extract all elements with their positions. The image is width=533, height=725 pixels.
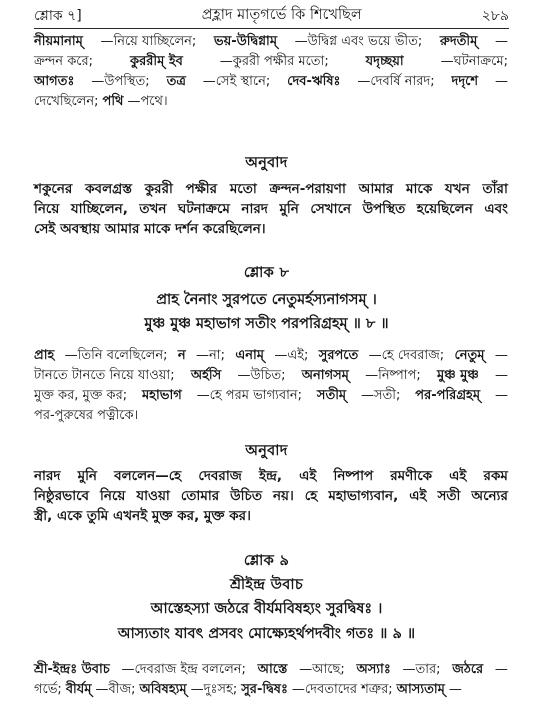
- translation-line: [34, 466, 508, 486]
- translation-line: স্ত্রী, একে তুমি এখনই মুক্ত কর, মুক্ত কর।: [34, 508, 251, 524]
- word: তোমার: [180, 488, 220, 504]
- word: রমণীকে: [390, 468, 433, 484]
- verse-8-line-2: মুঞ্চ মুঞ্চ মহাভাগ সতীং পরপরিগ্রহম্ ॥ ৮ ॥: [144, 316, 389, 332]
- meaning: —দেবরাজ ইন্দ্র বললেন;: [121, 662, 246, 677]
- sanskrit-term: পথি: [102, 94, 124, 109]
- synonym-line: [34, 92, 508, 112]
- meaning: —হে পরম ভাগ্যবান;: [196, 388, 303, 403]
- sanskrit-term: নেতুম্: [454, 348, 485, 363]
- word: ক্রন্দন-পরায়ণা: [269, 181, 346, 197]
- synonyms-verse-9: [34, 660, 508, 700]
- verse-8-heading: শ্লোক ৮: [243, 265, 290, 281]
- meaning: —উচিত;: [237, 368, 286, 383]
- meaning: —ঘটনাক্রমে;: [440, 54, 508, 69]
- translation-line: [34, 179, 508, 199]
- synonym-line: [34, 660, 508, 680]
- word: যাচ্ছিলেন,: [70, 201, 128, 217]
- sanskrit-term: শ্রী-ইন্দ্রঃ উবাচ: [34, 662, 110, 677]
- sanskrit-term: আস্তে: [257, 662, 288, 677]
- word: দেবরাজ: [198, 468, 242, 484]
- sanskrit-term: রুদতীম্: [439, 34, 478, 49]
- sanskrit-term: আস্যতাম্: [396, 682, 445, 697]
- sanskrit-term: ভয়-উদ্বিগ্নাম্: [213, 34, 278, 49]
- meaning: —: [494, 74, 508, 89]
- sanskrit-term: বীর্যম্: [65, 682, 92, 697]
- word: এবং: [484, 201, 508, 217]
- meaning: —: [494, 348, 508, 363]
- meaning: ক্রন্দন করে;: [34, 54, 94, 69]
- word: কুররী: [144, 181, 173, 197]
- meaning: —দেবর্ষি নারদ;: [357, 74, 435, 89]
- word: যখন: [445, 181, 470, 197]
- meaning: গর্ভে;: [34, 682, 62, 697]
- meaning: —: [448, 682, 462, 697]
- word: কবলগ্রস্ত: [85, 181, 132, 197]
- word: ইন্দ্র,: [258, 468, 283, 484]
- sanskrit-term: জঠরে: [452, 662, 484, 677]
- word: নয়।: [272, 488, 294, 504]
- word: নিয়ে: [34, 201, 60, 217]
- synonym-line: [34, 346, 508, 366]
- meaning: —উদ্বিগ্ন এবং ভয়ে ভীত;: [294, 34, 423, 49]
- word: নিয়ে: [100, 488, 126, 504]
- word: উচিত: [230, 488, 262, 504]
- synonym-line: [34, 680, 508, 700]
- translation-verse-8: [34, 466, 508, 526]
- word: নারদ: [241, 201, 268, 217]
- word: রকম: [483, 468, 508, 484]
- sanskrit-term: অস্যাঃ: [356, 662, 391, 677]
- word: নিষ্পাপ: [333, 468, 374, 484]
- meaning: —পথে।: [127, 94, 168, 109]
- word: অন্যের: [471, 488, 508, 504]
- meaning: দেখেছিলেন;: [34, 94, 99, 109]
- meaning: —: [494, 34, 508, 49]
- sanskrit-term: তত্র: [166, 74, 186, 89]
- meaning: মুক্ত কর, মুক্ত কর;: [34, 388, 128, 403]
- word: এই: [449, 468, 467, 484]
- meaning: —উপস্থিত;: [91, 74, 150, 89]
- word: বললেন—হে: [114, 468, 182, 484]
- header-page-number: ২৮৯: [481, 8, 509, 24]
- meaning: —সেই স্থানে;: [202, 74, 271, 89]
- meaning: পর-পুরুষের পত্নীকে।: [34, 408, 139, 423]
- meaning: —দেবতাদের শত্রুর;: [291, 682, 393, 697]
- synonym-line: [34, 52, 508, 72]
- translation-heading-2: অনুবাদ: [245, 443, 288, 459]
- meaning: —নিয়ে যাচ্ছিলেন;: [100, 34, 197, 49]
- verse-9-heading: শ্লোক ৯: [243, 553, 290, 569]
- meaning: —দুঃসহ;: [190, 682, 238, 697]
- sanskrit-term: সুর-দ্বিষঃ: [241, 682, 288, 697]
- verse-8-line-1: প্রাহ নৈনাং সুরপতে নেতুমর্হস্যনাগসম্ ।: [156, 292, 377, 308]
- synonym-line: [34, 32, 508, 52]
- synonyms-verse-7: [34, 32, 508, 112]
- verse-9-line-2: আস্যতাং যাবৎ প্রসবং মোক্ষ্যেহর্থপদবীং গতঃ ॥ ৯ ॥: [117, 626, 416, 642]
- word: মুনি: [279, 201, 299, 217]
- word: মহাভাগ্যবান,: [328, 488, 399, 504]
- header-chapter-title: প্রহ্লাদ মাতৃগর্ভে কি শিখেছিল: [201, 7, 362, 23]
- sanskrit-term: প্রাহ: [34, 348, 55, 363]
- sanskrit-term: মহাভাগ: [141, 388, 182, 403]
- sanskrit-term: পর-পরিগ্রহম্: [415, 388, 481, 403]
- meaning: —আছে;: [299, 662, 345, 677]
- meaning: —তার;: [402, 662, 441, 677]
- sanskrit-term: যদৃচ্ছয়া: [365, 54, 404, 69]
- synonyms-verse-8: [34, 346, 508, 426]
- word: উপস্থিত: [362, 201, 406, 217]
- sanskrit-term: নীয়মানাম্: [34, 34, 83, 49]
- page-header: [34, 4, 509, 29]
- word: হে: [304, 488, 318, 504]
- word: যাওয়া: [136, 488, 170, 504]
- meaning: টানতে টানতে নিয়ে যাওয়া;: [34, 368, 175, 383]
- sanskrit-term: দদৃশে: [451, 74, 479, 89]
- word: হয়েছিলেন: [416, 201, 473, 217]
- word: এই: [299, 468, 317, 484]
- word: আমার: [358, 181, 394, 197]
- word: সতী: [437, 488, 461, 504]
- sanskrit-term: মুঞ্চ মুঞ্চ: [437, 368, 479, 383]
- meaning: —না;: [196, 348, 225, 363]
- word: মাকে: [406, 181, 433, 197]
- sanskrit-term: অবিষহ্যম্: [139, 682, 187, 697]
- sanskrit-term: এনাম্: [235, 348, 264, 363]
- verse-9-speaker: শ্রীইন্দ্র উবাচ: [230, 577, 303, 593]
- synonym-line: [34, 72, 508, 92]
- word: শকুনের: [34, 181, 73, 197]
- sanskrit-term: অনাগসম্: [301, 368, 349, 383]
- sanskrit-term: সতীম্: [316, 388, 347, 403]
- word: ঘটনাক্রমে: [177, 201, 230, 217]
- word: পক্ষীর: [185, 181, 218, 197]
- translation-verse-7: [34, 179, 508, 239]
- meaning: —হে দেবরাজ;: [368, 348, 445, 363]
- sanskrit-term: অর্হসি: [190, 368, 222, 383]
- word: নিষ্ঠুরভাবে: [34, 488, 90, 504]
- word: তাঁরা: [482, 181, 508, 197]
- meaning: —নিষ্পাপ;: [365, 368, 421, 383]
- word: মুনি: [77, 468, 97, 484]
- translation-line: [34, 199, 508, 219]
- sanskrit-term: দেব-ঋষিঃ: [287, 74, 341, 89]
- synonym-line: [34, 366, 508, 386]
- header-verse-ref: শ্লোক ৭]: [34, 8, 82, 24]
- sanskrit-term: আগতঃ: [34, 74, 75, 89]
- translation-heading-1: অনুবাদ: [245, 155, 288, 171]
- sanskrit-term: ন: [177, 348, 186, 363]
- meaning: —তিনি বলেছিলেন;: [64, 348, 168, 363]
- word: তখন: [139, 201, 167, 217]
- sanskrit-term: কুররীম্ ইব: [129, 54, 183, 69]
- meaning: —বীজ;: [95, 682, 136, 697]
- meaning: —কুররী পক্ষীর মতো;: [219, 54, 329, 69]
- translation-line: সেই অবস্থায় আমার মাকে দর্শন করেছিলেন।: [34, 221, 266, 237]
- meaning: —: [495, 368, 508, 383]
- sanskrit-term: সুরপতে: [318, 348, 359, 363]
- meaning: —এই;: [274, 348, 309, 363]
- word: সেখানে: [310, 201, 352, 217]
- word: এই: [409, 488, 427, 504]
- word: নারদ: [34, 468, 61, 484]
- synonym-line: [34, 386, 508, 406]
- meaning: —: [494, 388, 508, 403]
- verse-9-line-1: আস্তেহস্যা জঠরে বীর্যমবিষহ্যং সুরদ্বিষঃ ।: [150, 601, 383, 617]
- translation-line: [34, 486, 508, 506]
- meaning: —: [494, 662, 508, 677]
- synonym-line: [34, 406, 508, 426]
- meaning: —সতী;: [360, 388, 401, 403]
- word: মতো: [229, 181, 257, 197]
